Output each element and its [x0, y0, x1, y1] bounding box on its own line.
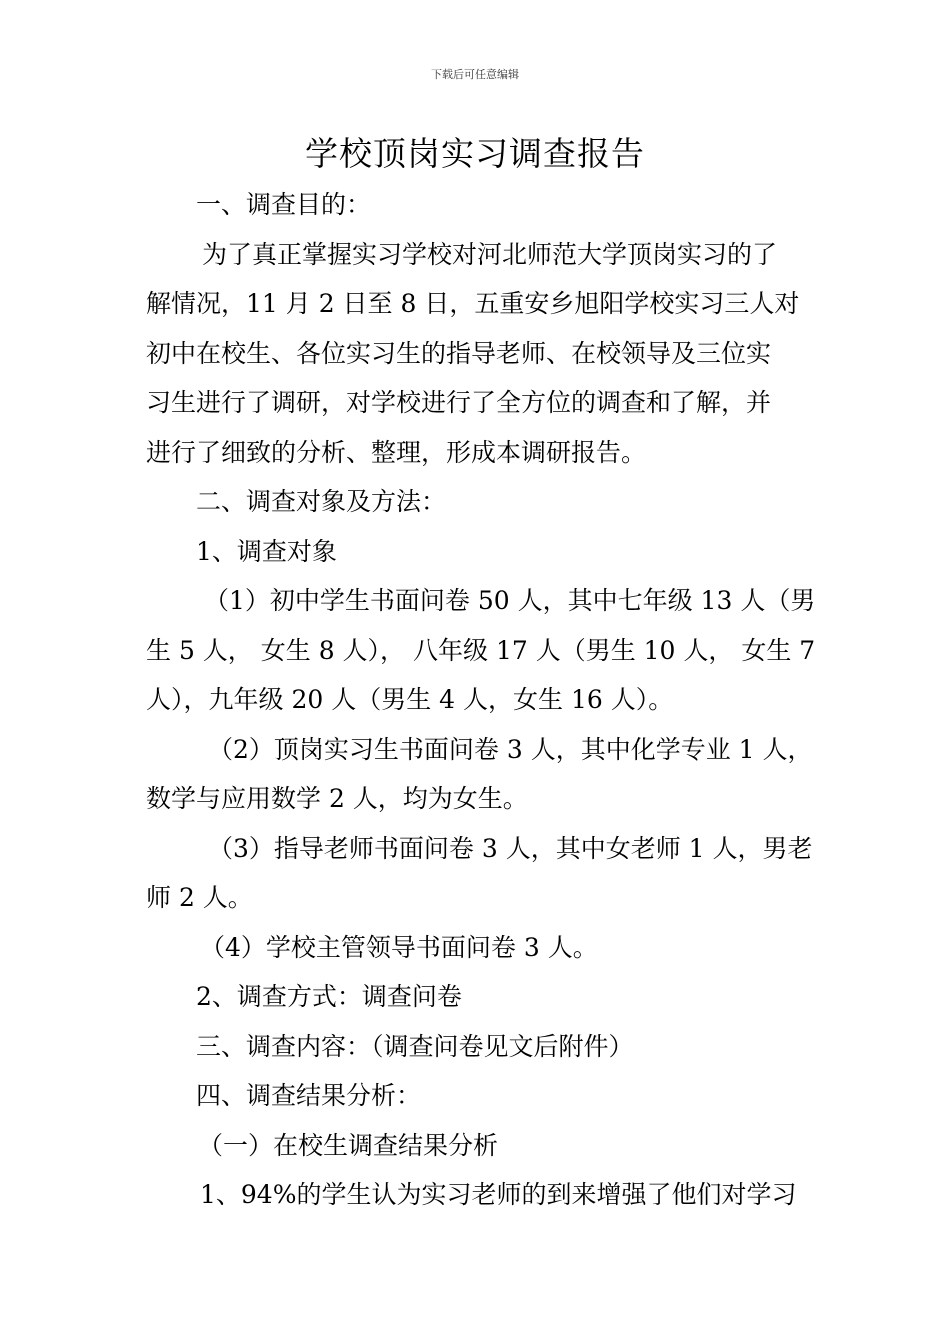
- subsection-heading: 2、调查方式：调查问卷: [196, 982, 462, 1011]
- header-note: 下载后可任意编辑: [431, 68, 519, 81]
- paragraph-line: （1）初中学生书面问卷 50 人，其中七年级 13 人（男: [204, 586, 816, 615]
- paragraph-line: （3）指导老师书面问卷 3 人，其中女老师 1 人，男老: [208, 833, 813, 863]
- paragraph-line: 初中在校生、各位实习生的指导老师、在校领导及三位实: [146, 338, 772, 368]
- paragraph-line: 为了真正掌握实习学校对河北师范大学顶岗实习的了: [202, 239, 778, 269]
- paragraph-line: 解情况，11 月 2 日至 8 日，五重安乡旭阳学校实习三人对: [146, 289, 800, 318]
- paragraph-line: 数学与应用数学 2 人，均为女生。: [146, 784, 528, 813]
- paragraph-line: 生 5 人， 女生 8 人）， 八年级 17 人（男生 10 人， 女生 7: [146, 635, 816, 665]
- paragraph-line: 进行了细致的分析、整理，形成本调研报告。: [146, 437, 647, 467]
- paragraph-line: 习生进行了调研，对学校进行了全方位的调查和了解，并: [146, 388, 772, 417]
- section-heading-content: 三、调查内容：（调查问卷见文后附件）: [196, 1031, 634, 1061]
- paragraph-line: 人），九年级 20 人（男生 4 人，女生 16 人）。: [146, 685, 674, 714]
- paragraph-line: 师 2 人。: [146, 883, 253, 912]
- section-heading-results: 四、调查结果分析：: [196, 1081, 422, 1110]
- paragraph-line: （4）学校主管领导书面问卷 3 人。: [200, 932, 598, 962]
- document-title: 学校顶岗实习调查报告: [305, 134, 645, 173]
- document-body: [146, 180, 816, 1220]
- subsection-heading: 1、调查对象: [196, 536, 337, 566]
- paragraph-line: （2）顶岗实习生书面问卷 3 人，其中化学专业 1 人，: [208, 734, 813, 764]
- paragraph-line: 1、94%的学生认为实习老师的到来增强了他们对学习: [200, 1180, 797, 1209]
- subsection-heading: （一）在校生调查结果分析: [198, 1130, 499, 1160]
- section-heading-subjects: 二、调查对象及方法：: [196, 487, 447, 516]
- section-heading-purpose: 一、调查目的：: [196, 190, 372, 219]
